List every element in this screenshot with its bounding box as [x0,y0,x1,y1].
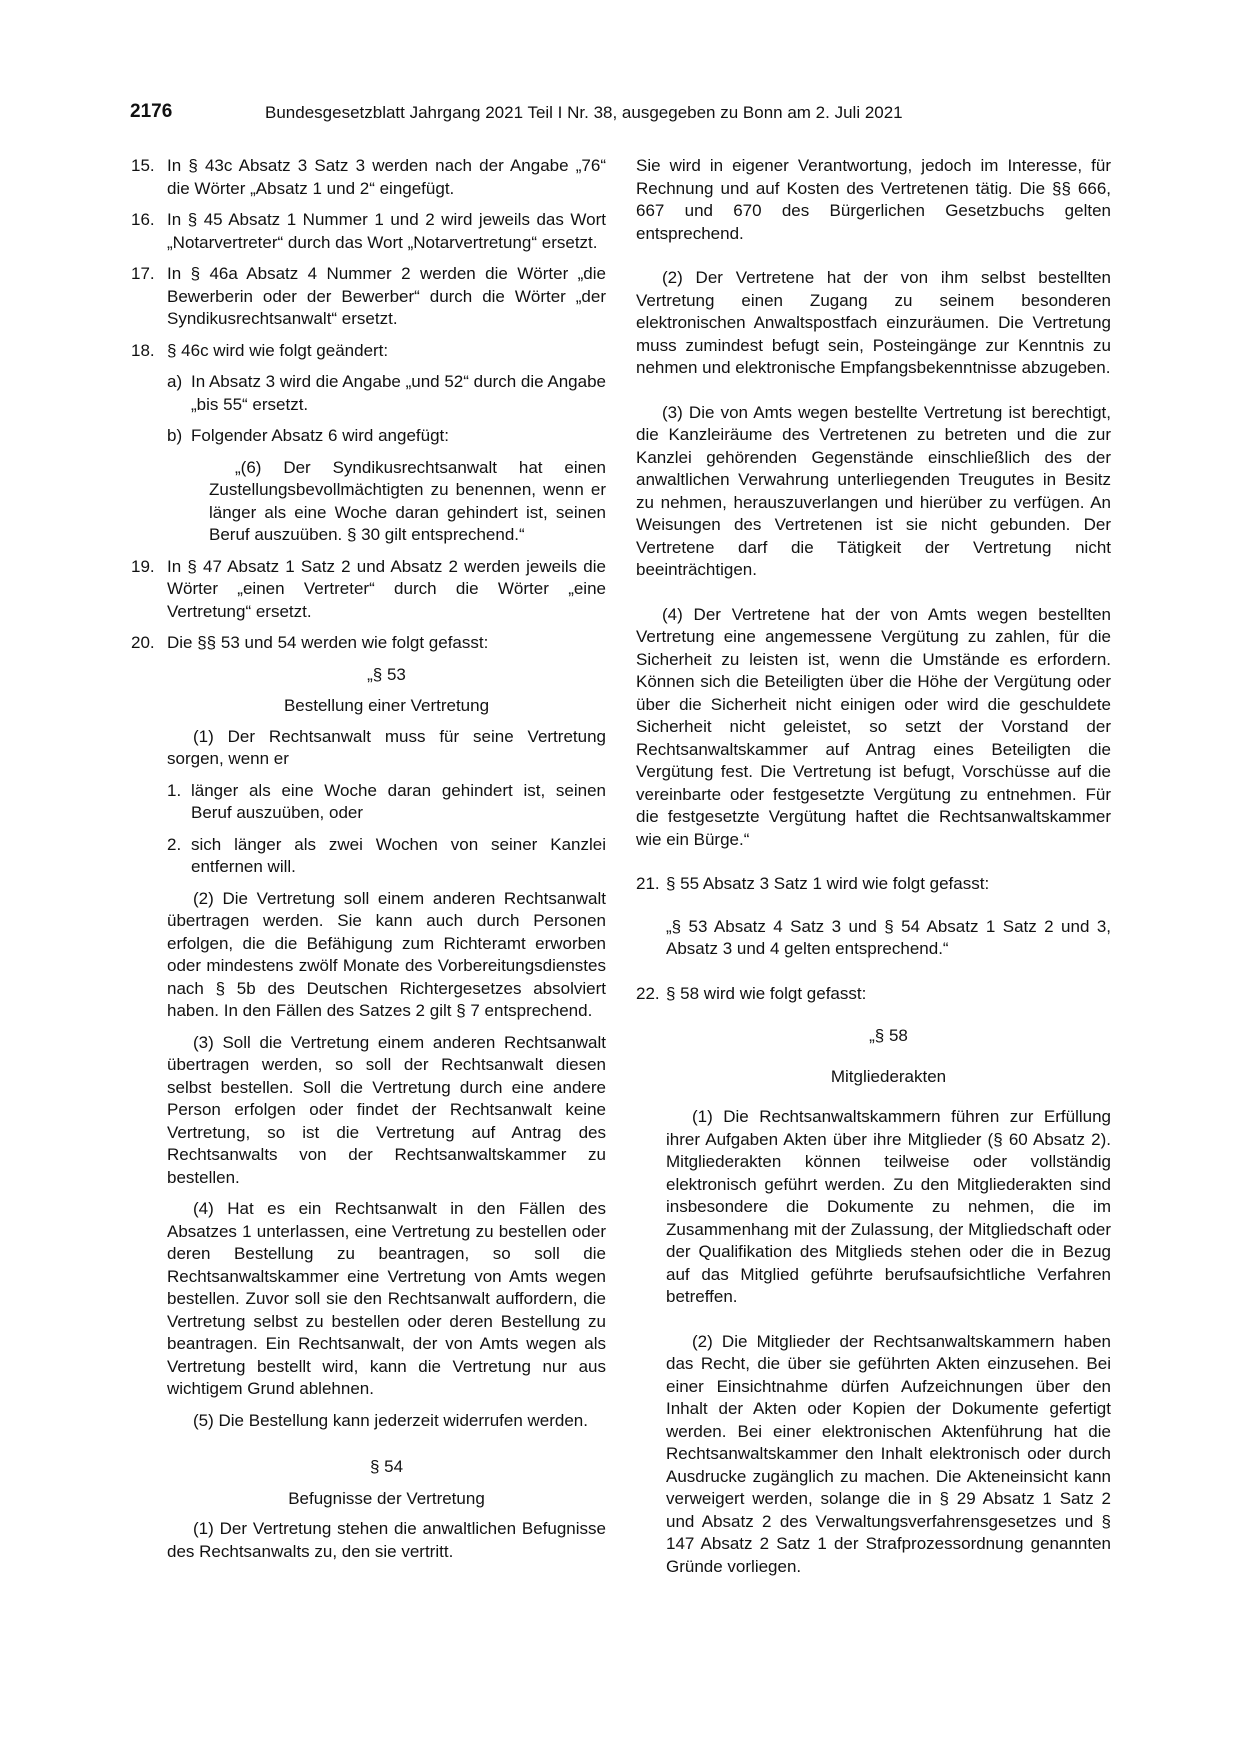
paragraph: (2) Der Vertretene hat der von ihm selbst bestellten Vertretung einen Zugang zu seinem besonderen elektronischen Anwaltspostfach einzuräumen. Die Vertretung muss zumindest befugt sein, Posteingänge zur Kenntnis zu nehmen und elektronische Empfangsbekenntnisse abzugeben. [636,268,1111,377]
sub-item [131,425,606,448]
list-item [636,873,1111,896]
item-text: § 58 wird wie folgt gefasst: [666,983,867,1003]
page-number: 2176 [130,101,173,122]
paragraph: (4) Hat es ein Rechtsanwalt in den Fällen des Absatzes 1 unterlassen, eine Vertretung zu bestellen oder deren Bestellung zu beantragen, so soll die Rechtsanwaltskammer eine Vertretung von Amts wegen bestellen. Zuvor soll sie den Rechtsanwalt auffordern, die Vertretung selbst zu bestellen oder deren Bestellung zu beantragen. Ein Rechtsanwalt, der von Amts wegen als Vertretung bestellt wird, kann die Vertretung nur aus wichtigem Grund ablehnen. [167,1199,606,1398]
item-text: In § 45 Absatz 1 Nummer 1 und 2 wird jeweils das Wort „Notarvertreter“ durch das Wort „Notarvertretung“ ersetzt. [167,210,606,252]
quoted-paragraph: „§ 53 Absatz 4 Satz 3 und § 54 Absatz 1 Satz 2 und 3, Absatz 3 und 4 gelten entsprechend.“ [666,916,1111,958]
section-title: Befugnisse der Vertretung [288,1488,485,1508]
item-text: In § 47 Absatz 1 Satz 2 und Absatz 2 werden jeweils die Wörter „einen Vertreter“ durch die Wörter „eine Vertretung“ ersetzt. [167,556,606,621]
item-number: 15. [131,156,155,175]
item-number: 16. [131,210,155,229]
list-item [131,556,606,624]
item-text: § 55 Absatz 3 Satz 1 wird wie folgt gefasst: [666,874,990,893]
sub-item-text: Folgender Absatz 6 wird angefügt: [191,426,449,445]
sub-item-text: In Absatz 3 wird die Angabe „und 52“ durch die Angabe „bis 55“ ersetzt. [191,372,606,414]
left-column [131,155,606,1572]
sub-item [131,371,606,416]
enumeration-item [131,780,606,825]
enumeration-text: länger als eine Woche daran gehindert ist, seinen Beruf auszuüben, oder [191,780,606,822]
section-number: § 54 [369,1457,404,1476]
item-text: In § 43c Absatz 3 Satz 3 werden nach der Angabe „76“ die Wörter „Absatz 1 und 2“ eingefügt. [167,156,606,198]
paragraph: (5) Die Bestellung kann jederzeit widerrufen werden. [193,1410,588,1430]
list-item [131,155,606,200]
item-text: Die §§ 53 und 54 werden wie folgt gefasst: [167,633,489,652]
item-number: 19. [131,556,155,576]
list-item [636,983,1111,1006]
enumeration-text: sich länger als zwei Wochen von seiner Kanzlei entfernen will. [191,834,606,876]
page-header [130,101,1110,127]
paragraph: (4) Der Vertretene hat der von Amts wegen bestellten Vertretung eine angemessene Vergütung zu zahlen, für die Sicherheit zu leisten ist, wenn die Umstände es erfordern. Können sich die Beteiligten über die Höhe der Vergütung oder über die Sicherheit nicht einigen oder wird die geschuldete Sicherheit nicht geleistet, so setzt der Vorstand der Rechtsanwaltskammer auf Antrag eines Beteiligten die Vergütung fest. Die Vertretung ist befugt, Vorschüsse auf die vereinbarte oder festgesetzte Vergütung zu entnehmen. Für die festgesetzte Vergütung haftet die Rechtsanwaltskammer wie ein Bürge.“ [636,604,1111,849]
item-number: 22. [636,983,660,1003]
paragraph: (2) Die Mitglieder der Rechtsanwaltskammern haben das Recht, die über sie geführten Akten einzusehen. Bei einer Einsichtnahme dürfen Aufzeichnungen über den Inhalt der Akten oder Kopien der Dokumente gefertigt werden. Bei einer elektronischen Aktenführung hat die Rechtsanwaltskammer den Inhalt elektronisch oder durch Ausdrucke zugänglich zu machen. Die Akteneinsicht kann verweigert werden, solange die in § 29 Absatz 1 Satz 2 und Absatz 2 des Verwaltungsverfahrensgesetzes und § 147 Absatz 2 Satz 1 der Strafprozessordnung genannten Gründe vorliegen. [666,1331,1111,1576]
paragraph: (3) Soll die Vertretung einem anderen Rechtsanwalt übertragen werden, so soll der Rechtsanwalt diesen selbst bestellen. Soll die Vertretung durch eine andere Person erfolgen oder findet der Rechtsanwalt keine Vertretung, so ist die Vertretung auf Antrag des Rechtsanwalts von der Rechtsanwaltskammer zu bestellen. [167,1032,606,1187]
section-number: „§ 53 [367,664,406,684]
paragraph: (1) Die Rechtsanwaltskammern führen zur Erfüllung ihrer Aufgaben Akten über ihre Mitglieder (§ 60 Absatz 2). Mitgliederakten können teilweise oder vollständig elektronisch geführt werden. Zu den Mitgliederakten sind insbesondere die Dokumente zu nehmen, die im Zusammenhang mit der Zulassung, der Mitgliedschaft oder der Qualifikation des Mitglieds stehen oder die in Bezug auf das Mitglied geführte berufsaufsichtliche Verfahren betreffen. [666,1107,1111,1306]
right-column [636,155,1111,1600]
item-number: 20. [131,633,155,652]
item-text: § 46c wird wie folgt geändert: [167,340,389,360]
section-number: „§ 58 [869,1026,908,1045]
enumeration-number: 1. [167,780,182,800]
paragraph: (1) Der Rechtsanwalt muss für seine Vertretung sorgen, wenn er [167,726,606,768]
section-title: Bestellung einer Vertretung [283,696,490,715]
quoted-paragraph: „(6) Der Syndikusrechtsanwalt hat einen Zustellungsbevollmächtigten zu benennen, wenn er länger als eine Woche daran gehindert ist, seinen Beruf auszuüben. § 30 gilt entsprechend.“ [209,457,606,544]
item-number: 21. [636,874,660,893]
paragraph: (1) Der Vertretung stehen die anwaltlichen Befugnisse des Rechtsanwalts zu, den sie vertritt. [167,1519,606,1561]
enumeration-number: 2. [167,834,182,854]
list-item [131,340,606,363]
sub-item-letter: a) [167,372,183,391]
section-title: Mitgliederakten [830,1066,947,1086]
item-text: In § 46a Absatz 4 Nummer 2 werden die Wörter „die Bewerberin oder der Bewerber“ durch die Wörter „der Syndikusrechtsanwalt“ ersetzt. [167,264,606,328]
paragraph: (3) Die von Amts wegen bestellte Vertretung ist berechtigt, die Kanzleiräume des Vertretenen zu betreten und die zur Kanzlei gehörenden Gegenstände einschließlich des der anwaltlichen Verwahrung unterliegenden Treugutes in Besitz zu nehmen, herauszuverlangen und hierüber zu verfügen. An Weisungen des Vertretenen ist sie nicht gebunden. Der Vertretene darf die Tätigkeit der Vertretung nicht beeinträchtigen. [636,402,1111,579]
sub-item-letter: b) [167,426,183,445]
item-number: 17. [131,264,155,283]
running-head: Bundesgesetzblatt Jahrgang 2021 Teil I Nr. 38, ausgegeben zu Bonn am 2. Juli 2021 [265,103,903,122]
paragraph-continuation: Sie wird in eigener Verantwortung, jedoch im Interesse, für Rechnung und auf Kosten des Vertretenen tätig. Die §§ 666, 667 und 670 des Bürgerlichen Gesetzbuchs gelten entsprechend. [636,156,1111,243]
paragraph: (2) Die Vertretung soll einem anderen Rechtsanwalt übertragen werden. Sie kann auch durch Personen erfolgen, die die Befähigung zum Richteramt erworben oder mindestens zwölf Monate des Vorbereitungsdienstes nach § 5b des Deutschen Richtergesetzes absolviert haben. In den Fällen des Satzes 2 gilt § 7 entsprechend. [167,888,606,1020]
list-item [131,209,606,254]
list-item [131,263,606,331]
item-number: 18. [131,340,155,360]
list-item [131,632,606,655]
enumeration-item [131,834,606,879]
